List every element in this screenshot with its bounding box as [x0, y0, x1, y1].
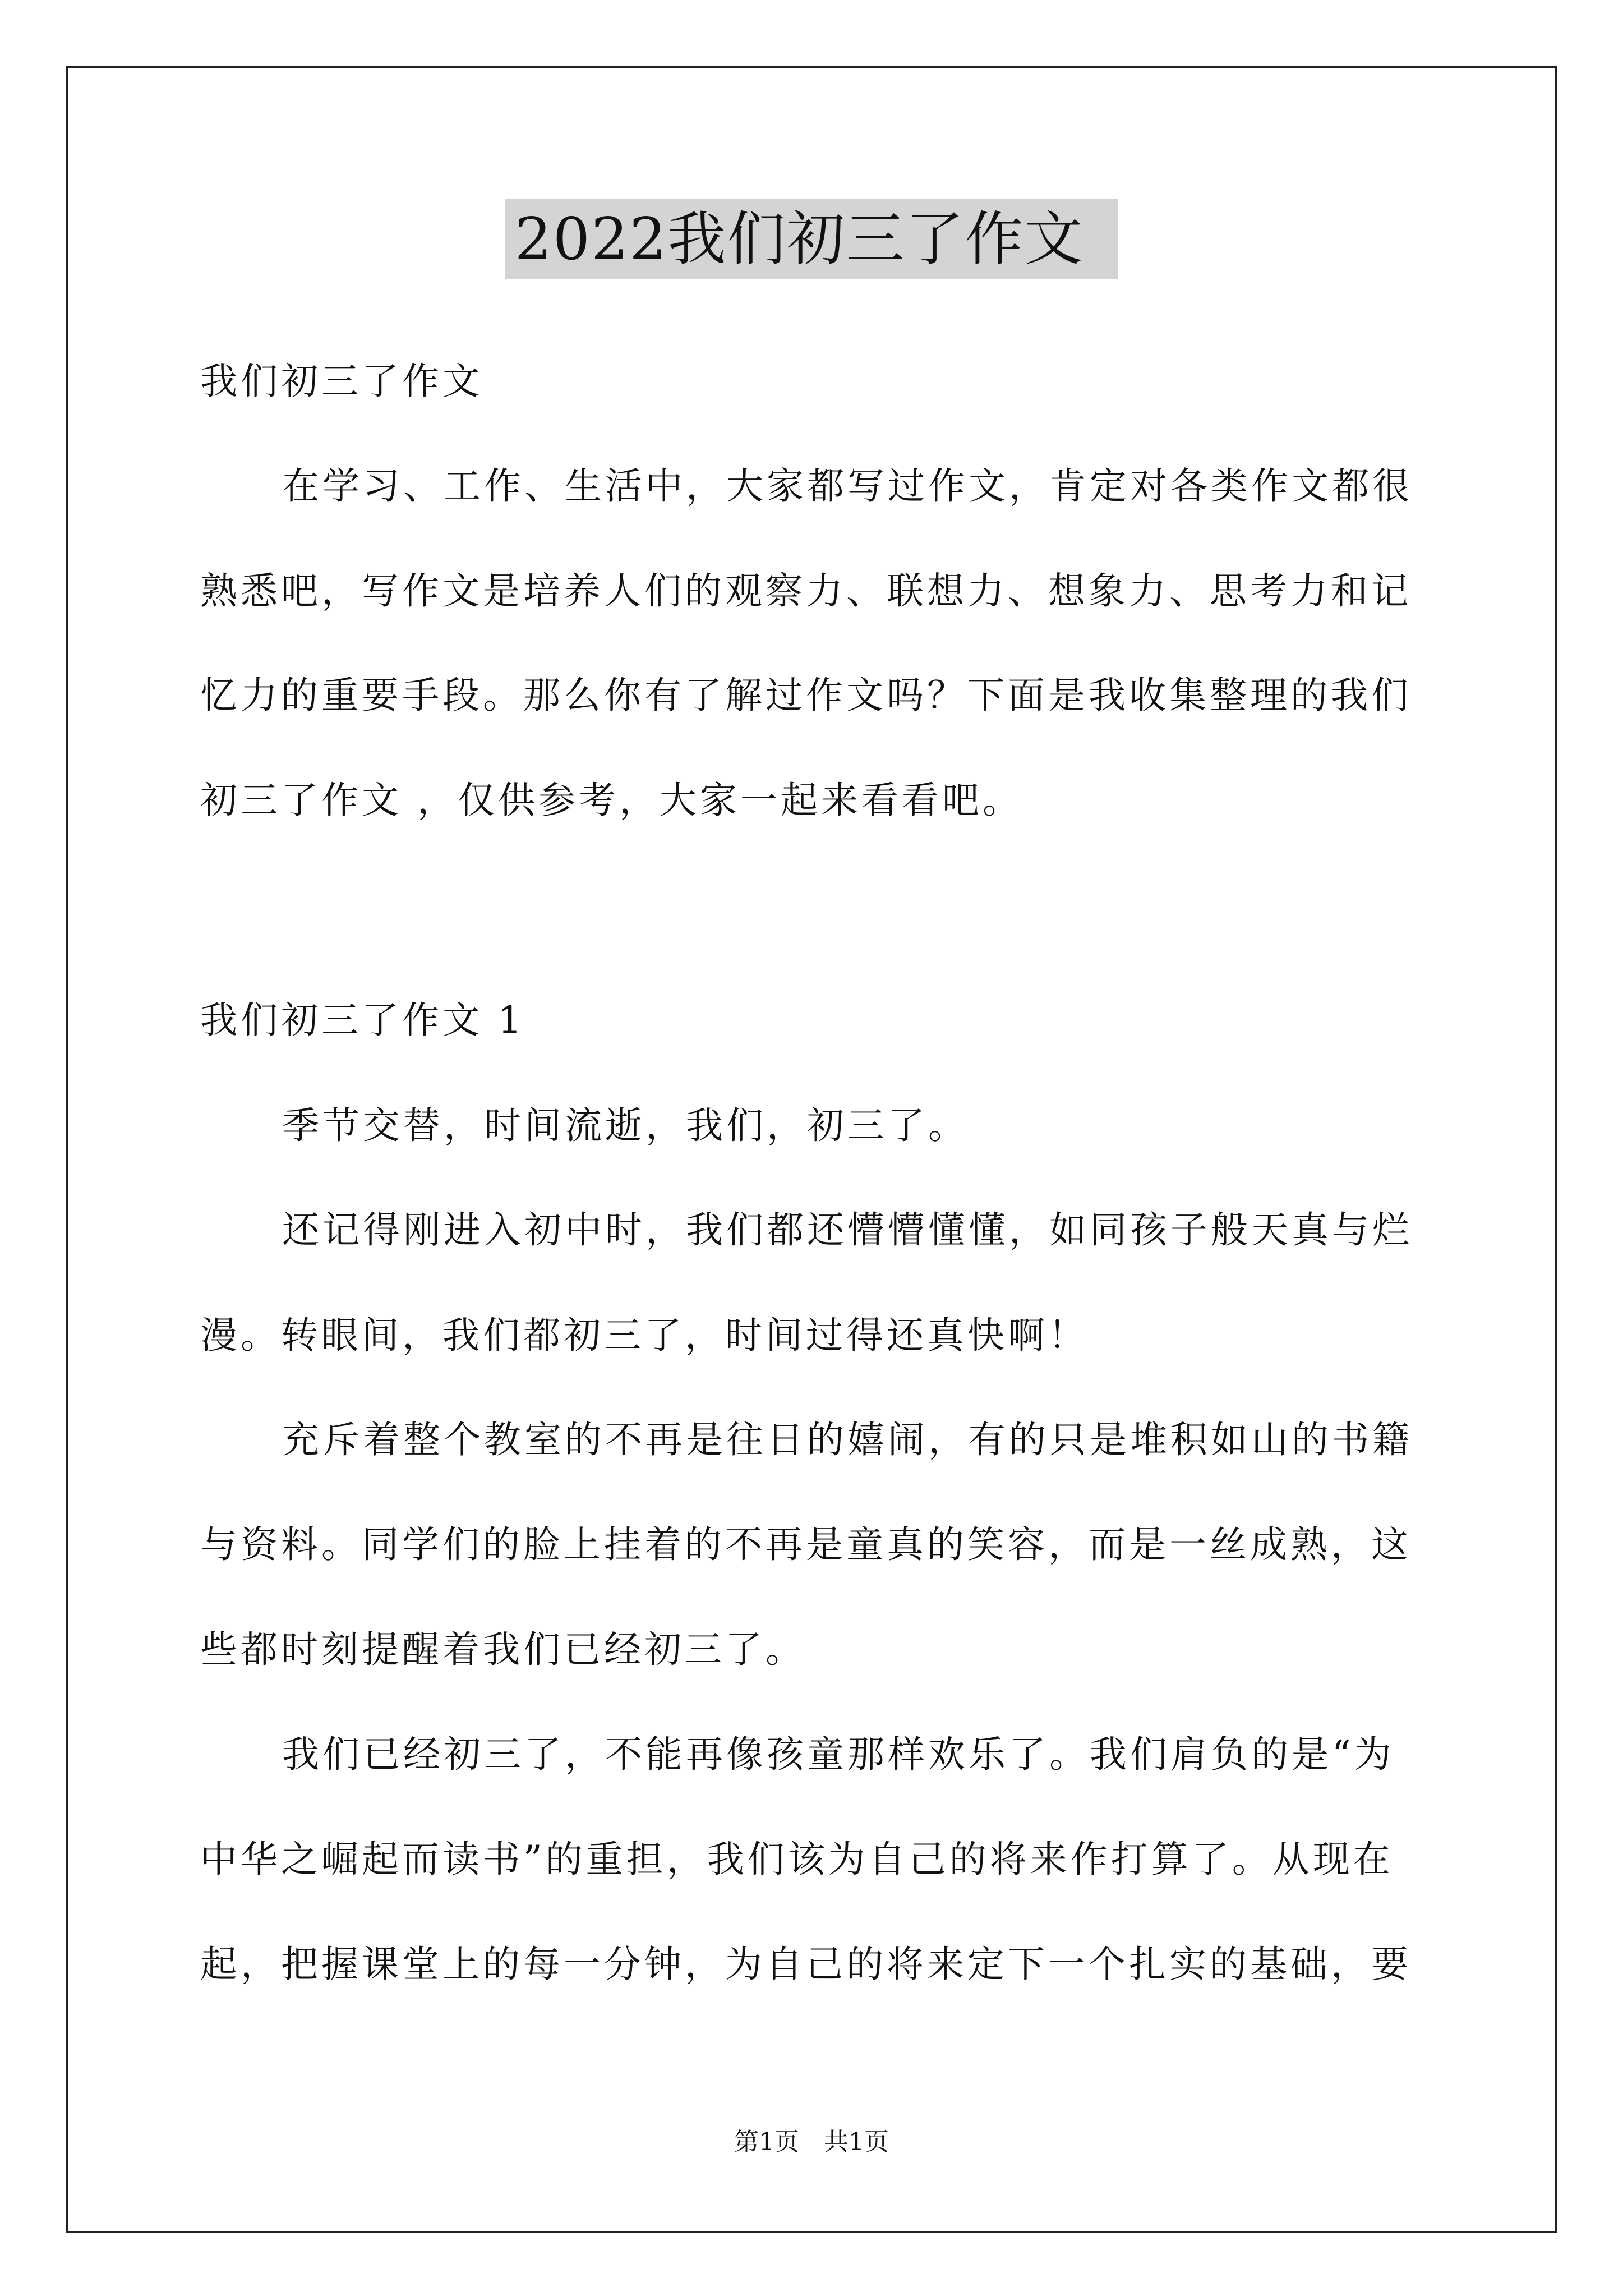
- title-area: [0, 199, 1623, 279]
- paragraph-line: 忆力的重要手段。那么你有了解过作文吗？下面是我收集整理的我们: [200, 674, 1412, 717]
- paragraph-line: 在学习、工作、生活中，大家都写过作文，肯定对各类作文都很: [282, 464, 1413, 508]
- paragraph-line: 与资料。同学们的脸上挂着的不再是童真的笑容，而是一丝成熟，这: [200, 1523, 1412, 1566]
- paragraph-line: 季节交替，时间流逝，我们，初三了。: [282, 1104, 969, 1147]
- paragraph-line: 充斥着整个教室的不再是往日的嬉闹，有的只是堆积如山的书籍: [282, 1418, 1413, 1461]
- section-heading: 我们初三了作文 1: [200, 999, 525, 1042]
- paragraph-line: 中华之崛起而读书”的重担，我们该为自己的将来作打算了。从现在: [200, 1838, 1394, 1881]
- document-title: 2022我们初三了作文: [505, 199, 1119, 279]
- paragraph-line: 漫。转眼间，我们都初三了，时间过得还真快啊！: [200, 1314, 1089, 1357]
- paragraph-line: 初三了作文 ，仅供参考，大家一起来看看吧。: [200, 779, 1023, 822]
- section-heading: 我们初三了作文: [200, 360, 483, 403]
- paragraph-line: 我们已经初三了，不能再像孩童那样欢乐了。我们肩负的是“为: [282, 1733, 1395, 1776]
- paragraph-line: 起，把握课堂上的每一分钟，为自己的将来定下一个扎实的基础，要: [200, 1943, 1412, 1986]
- paragraph-line: 些都时刻提醒着我们已经初三了。: [200, 1628, 806, 1671]
- paragraph-line: 还记得刚进入初中时，我们都还懵懵懂懂，如同孩子般天真与烂: [282, 1208, 1413, 1251]
- page-footer: 第1页 共1页: [734, 2128, 889, 2156]
- paragraph-line: 熟悉吧，写作文是培养人们的观察力、联想力、想象力、思考力和记: [200, 569, 1412, 613]
